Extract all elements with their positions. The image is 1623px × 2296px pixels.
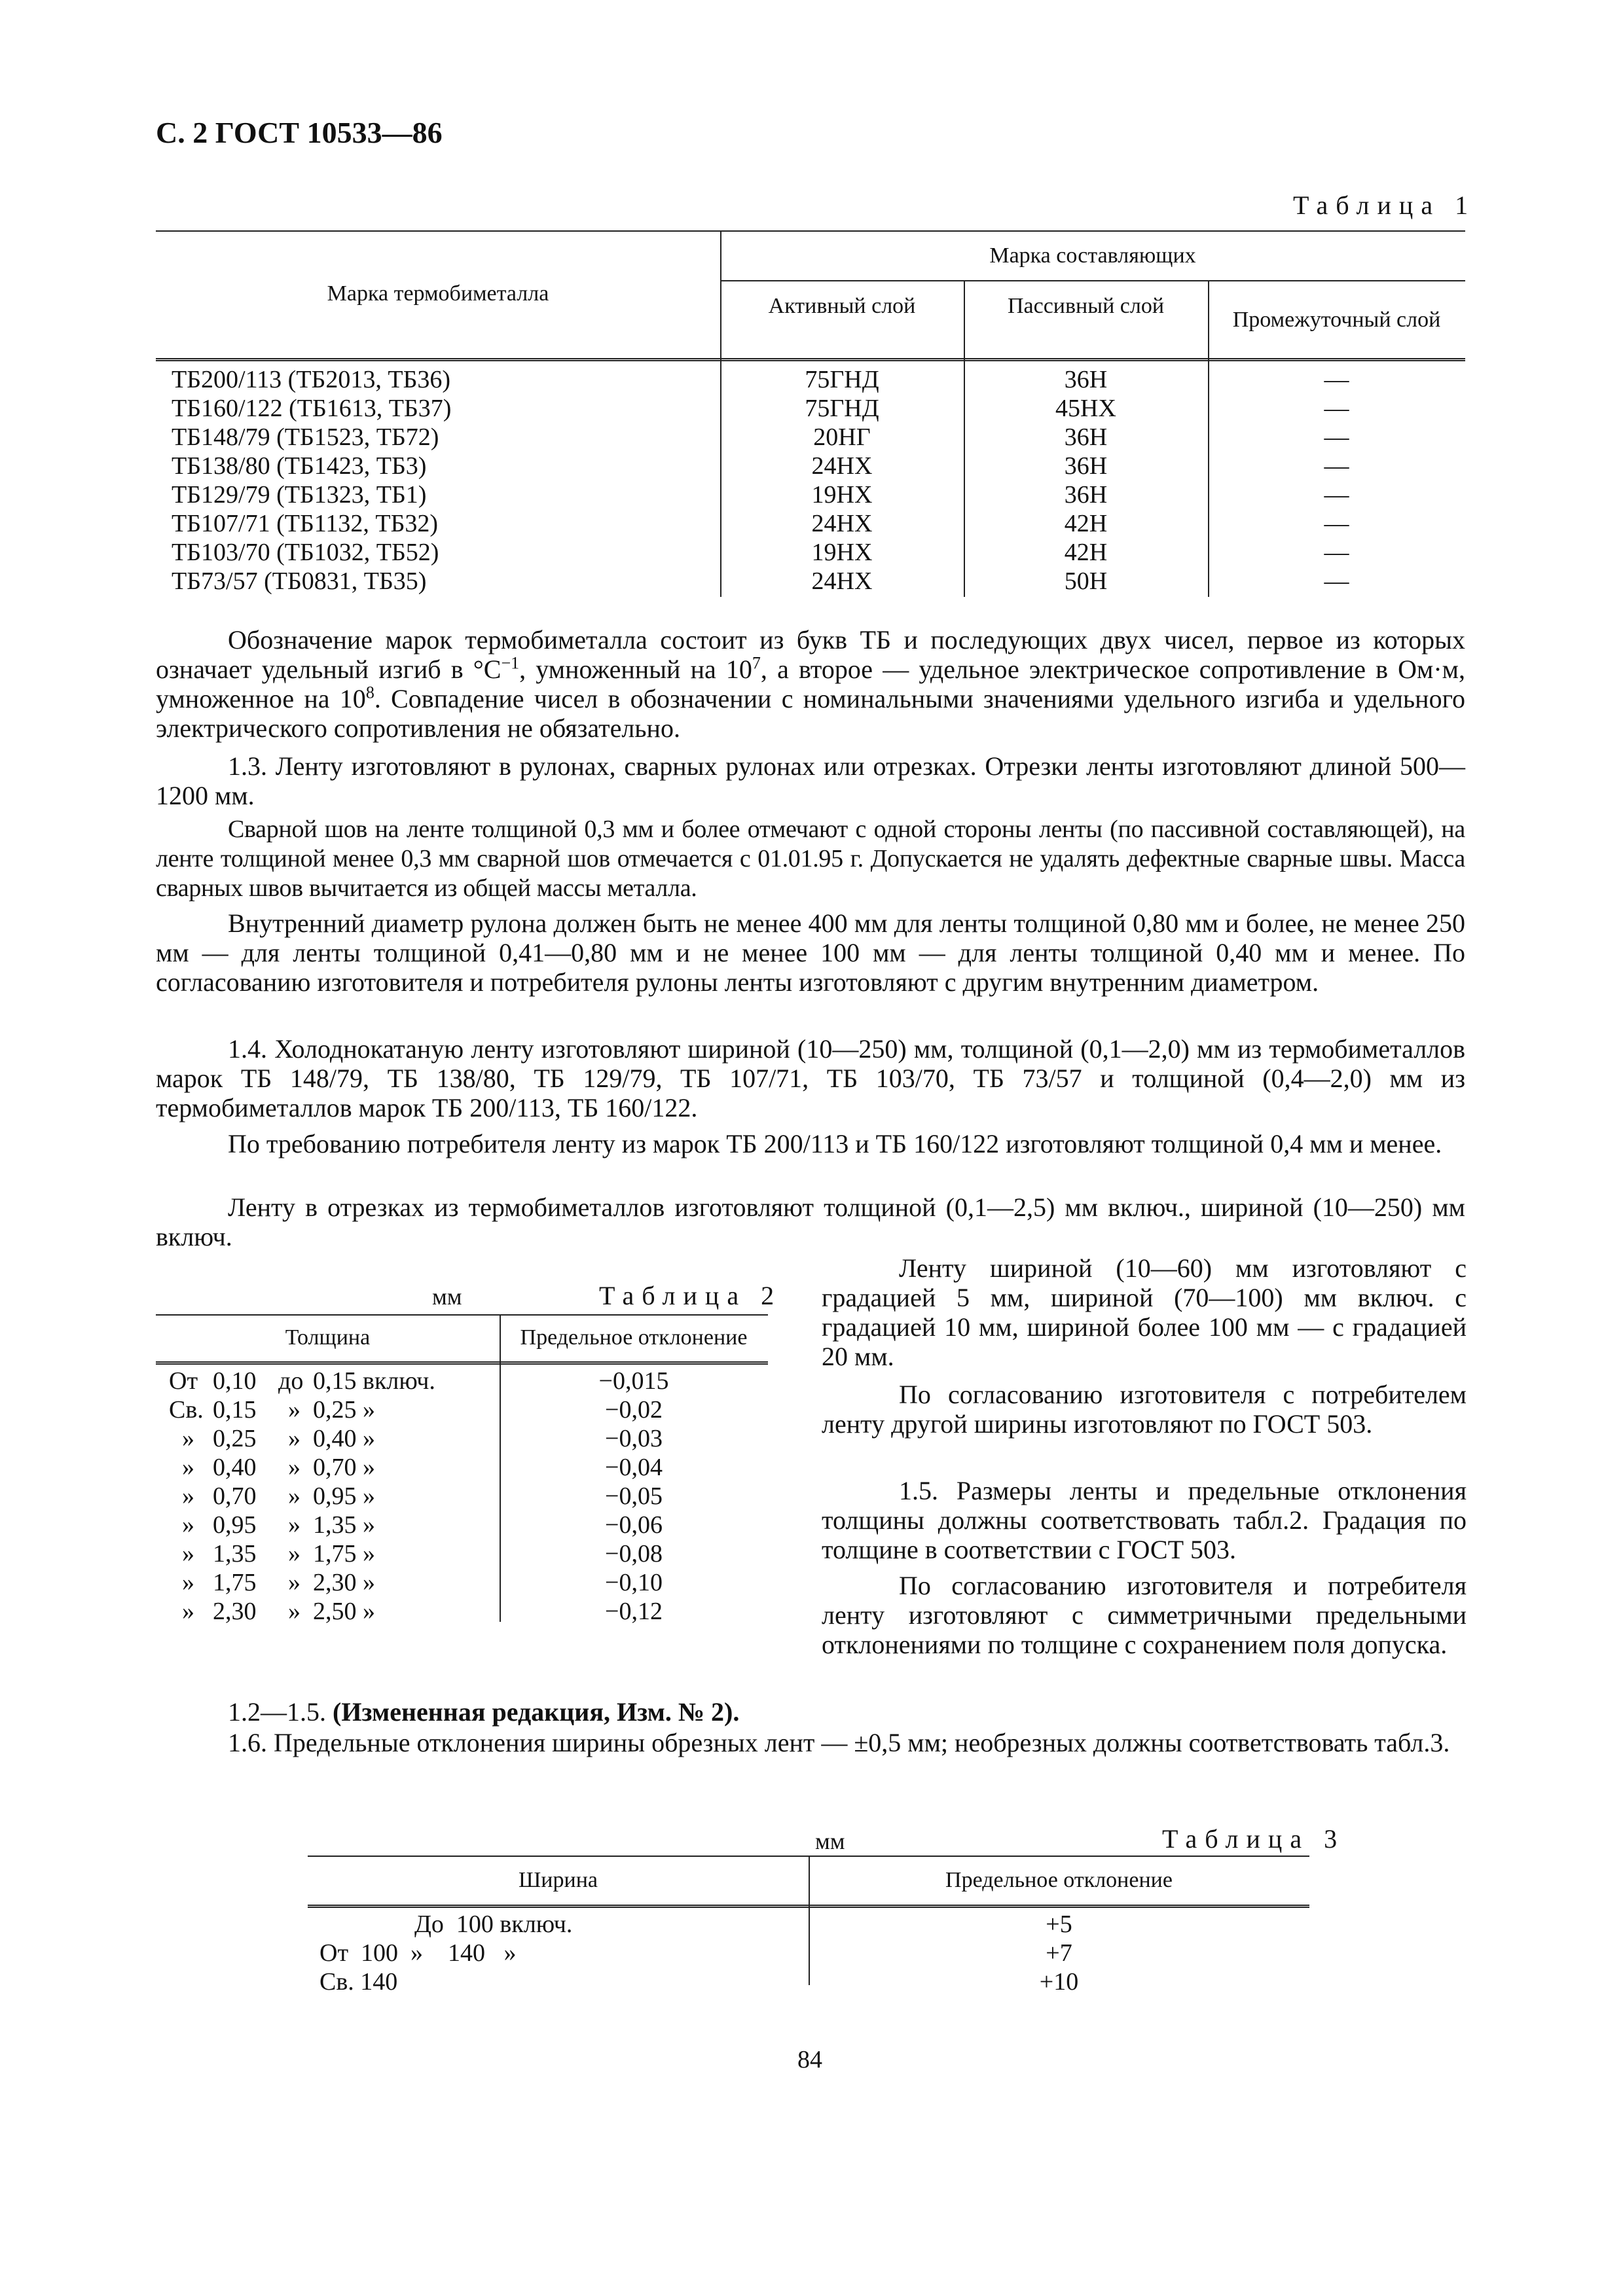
range-mid: »: [288, 1598, 301, 1625]
table-row: [0, 394, 1623, 423]
active-cell: 24НХ: [811, 452, 873, 480]
table-row: [0, 1568, 786, 1597]
mid-cell: —: [1324, 395, 1349, 422]
range-mid: »: [288, 1540, 301, 1568]
table-row: [0, 1967, 1375, 1996]
mid-cell: —: [1324, 366, 1349, 393]
table2-col-deviation: Предельное отклонение: [520, 1325, 748, 1350]
range-mid: до: [278, 1367, 304, 1395]
paragraph-1-5: 1.5. Размеры ленты и предельные отклонения толщины должны соответствовать табл.2. Градация по толщине в соответствии с ГОСТ 503.: [822, 1476, 1467, 1564]
deviation-cell: +10: [1039, 1968, 1079, 1996]
range-from: 0,70: [213, 1482, 257, 1510]
mid-cell: —: [1324, 510, 1349, 537]
table-row: [0, 480, 1623, 509]
width-cell: От 100 » 140 »: [319, 1939, 517, 1967]
active-cell: 75ГНД: [805, 366, 879, 393]
passive-cell: 36Н: [1064, 423, 1108, 451]
table3-unit: мм: [815, 1828, 845, 1854]
table1-col-active: Активный слой: [768, 294, 916, 318]
range-from: 0,15: [213, 1396, 257, 1424]
table1-group-rule: [720, 280, 1465, 281]
table1-caption: Таблица 1: [1293, 190, 1476, 220]
range-to: 0,95 »: [313, 1482, 375, 1510]
diameter-paragraph: Внутренний диаметр рулона должен быть не менее 400 мм для ленты толщиной 0,80 мм и более, не менее 250 мм — для ленты толщиной 0,41—0,80 мм и не менее 100 мм — для ленты толщиной 0,40 мм и менее. По согласованию изготовителя и потребителя рулоны ленты изготовляют с другим внутренним диаметром.: [156, 908, 1465, 997]
passive-cell: 42Н: [1064, 539, 1108, 566]
cut-lengths-paragraph: Ленту в отрезках из термобиметаллов изготовляют толщиной (0,1—2,5) мм включ., шириной (10—250) мм включ.: [156, 1193, 1465, 1251]
request-paragraph: По требованию потребителя ленту из марок ТБ 200/113 и ТБ 160/122 изготовляют толщиной 0,4 мм и менее.: [228, 1129, 1442, 1158]
range-to: 1,75 »: [313, 1540, 375, 1568]
table-row: [0, 1939, 1375, 1967]
table3-caption: Таблица 3: [1162, 1824, 1345, 1854]
grade-cell: ТБ160/122 (ТБ1613, ТБ37): [172, 395, 452, 422]
deviation-cell: −0,08: [605, 1540, 663, 1568]
table2-top-rule: [156, 1314, 768, 1316]
mid-cell: —: [1324, 452, 1349, 480]
grade-cell: ТБ148/79 (ТБ1523, ТБ72): [172, 423, 439, 451]
page-header: С. 2 ГОСТ 10533—86: [156, 116, 443, 149]
table-row: [0, 1482, 786, 1511]
deviation-cell: −0,05: [605, 1482, 663, 1510]
range-mid: »: [288, 1425, 301, 1452]
width-gradation-paragraph: Ленту шириной (10—60) мм изготовляют с градацией 5 мм, шириной (70—100) мм включ. с градацией 10 мм, шириной более 100 мм — с градацией 20 мм.: [822, 1253, 1467, 1371]
table3-col-width: Ширина: [519, 1868, 598, 1892]
other-width-paragraph: По согласованию изготовителя с потребителем ленту другой ширины изготовляют по ГОСТ 503.: [822, 1380, 1467, 1439]
range-prefix: »: [182, 1569, 194, 1596]
grade-cell: ТБ73/57 (ТБ0831, ТБ35): [172, 567, 427, 595]
range-prefix: От: [169, 1367, 198, 1395]
page-number: 84: [797, 2046, 822, 2073]
deviation-cell: −0,03: [605, 1425, 663, 1452]
range-prefix: »: [182, 1511, 194, 1539]
table2-header-rule: [156, 1361, 768, 1365]
table-row: [0, 1453, 786, 1482]
range-from: 1,75: [213, 1569, 257, 1596]
passive-cell: 50Н: [1064, 567, 1108, 595]
table-row: [0, 452, 1623, 480]
deviation-cell: −0,015: [598, 1367, 669, 1395]
active-cell: 24НХ: [811, 510, 873, 537]
range-to: 0,70 »: [313, 1454, 375, 1481]
active-cell: 24НХ: [811, 567, 873, 595]
deviation-cell: +7: [1046, 1939, 1072, 1967]
table-row: [0, 567, 1623, 596]
range-from: 0,95: [213, 1511, 257, 1539]
range-mid: »: [288, 1482, 301, 1510]
table-row: [0, 1424, 786, 1453]
range-mid: »: [288, 1569, 301, 1596]
table1-col-mid: Промежуточный слой: [1232, 308, 1441, 332]
range-prefix: »: [182, 1454, 194, 1481]
weld-paragraph: Сварной шов на ленте толщиной 0,3 мм и более отмечают с одной стороны ленты (по пассивной составляющей), на ленте толщиной менее 0,3 мм сварной шов отмечается с 01.01.95 г. Допускается не удалять дефектные сварные швы. Масса сварных швов вычитается из общей массы металла.: [156, 816, 1465, 902]
designation-paragraph: Обозначение марок термобиметалла состоит из букв ТБ и последующих двух чисел, первое из которых означает удельный изгиб в $^\circ С^{-1}$, умноженный на $10^7$, а второе — удельное электрическое сопротивление в Ом·м, умноженное на $10^8$. Совпадение чисел в обозначении с номинальными значениями удельного изгиба и удельного электрического сопротивления не обязательно.: [156, 625, 1465, 743]
range-to: 2,50 »: [313, 1598, 375, 1625]
table-row: [0, 1367, 786, 1395]
range-to: 0,25 »: [313, 1396, 375, 1424]
table2-unit: мм: [432, 1283, 462, 1310]
deviation-cell: −0,12: [605, 1598, 663, 1625]
range-to: 0,40 »: [313, 1425, 375, 1452]
active-cell: 19НХ: [811, 539, 873, 566]
table-row: [0, 1910, 1375, 1939]
table1-col-passive: Пассивный слой: [1007, 294, 1165, 318]
range-mid: »: [288, 1511, 301, 1539]
range-from: 2,30: [213, 1598, 257, 1625]
deviation-cell: −0,10: [605, 1569, 663, 1596]
table-row: [0, 365, 1623, 394]
paragraph-1-6: 1.6. Предельные отклонения ширины обрезных лент — ±0,5 мм; необрезных должны соответствовать табл.3.: [228, 1728, 1450, 1757]
range-mid: »: [288, 1396, 301, 1424]
table-row: [0, 1511, 786, 1539]
range-from: 0,40: [213, 1454, 257, 1481]
table3-col-deviation: Предельное отклонение: [945, 1868, 1173, 1892]
range-from: 1,35: [213, 1540, 257, 1568]
range-prefix: »: [182, 1482, 194, 1510]
range-prefix: Св.: [169, 1396, 204, 1424]
grade-cell: ТБ200/113 (ТБ2013, ТБ36): [172, 366, 451, 393]
table-row: [0, 1539, 786, 1568]
range-to: 0,15 включ.: [313, 1367, 435, 1395]
table-row: [0, 538, 1623, 567]
mid-cell: —: [1324, 481, 1349, 509]
table2-col-thickness: Толщина: [285, 1325, 371, 1350]
deviation-cell: +5: [1046, 1910, 1072, 1938]
mid-cell: —: [1324, 539, 1349, 566]
active-cell: 20НГ: [813, 423, 871, 451]
table-row: [0, 1395, 786, 1424]
table1-header-rule: [156, 358, 1465, 361]
range-from: 0,10: [213, 1367, 257, 1395]
passive-cell: 36Н: [1064, 452, 1108, 480]
passive-cell: 45НХ: [1055, 395, 1116, 422]
deviation-cell: −0,02: [605, 1396, 663, 1424]
passive-cell: 36Н: [1064, 481, 1108, 509]
range-from: 0,25: [213, 1425, 257, 1452]
table2-caption: Таблица 2: [599, 1281, 782, 1310]
width-cell: Св. 140: [319, 1968, 398, 1996]
table-row: [0, 1597, 786, 1626]
grade-cell: ТБ138/80 (ТБ1423, ТБ3): [172, 452, 427, 480]
grade-cell: ТБ129/79 (ТБ1323, ТБ1): [172, 481, 427, 509]
range-prefix: »: [182, 1540, 194, 1568]
table1-col-grade: Марка термобиметалла: [327, 281, 549, 306]
mid-cell: —: [1324, 423, 1349, 451]
mid-cell: —: [1324, 567, 1349, 595]
active-cell: 75ГНД: [805, 395, 879, 422]
symmetric-tolerance-paragraph: По согласованию изготовителя и потребителя ленту изготовляют с симметричными предельными отклонениями по толщине с сохранением поля допуска.: [822, 1571, 1467, 1659]
range-prefix: »: [182, 1598, 194, 1625]
active-cell: 19НХ: [811, 481, 873, 509]
passive-cell: 42Н: [1064, 510, 1108, 537]
range-to: 1,35 »: [313, 1511, 375, 1539]
paragraph-1-4: 1.4. Холоднокатаную ленту изготовляют шириной (10—250) мм, толщиной (0,1—2,0) мм из термобиметаллов марок ТБ 148/79, ТБ 138/80, ТБ 129/79, ТБ 107/71, ТБ 103/70, ТБ 73/57 и толщиной (0,4—2,0) мм из термобиметаллов марок ТБ 200/113, ТБ 160/122.: [156, 1034, 1465, 1122]
range-mid: »: [288, 1454, 301, 1481]
amendment-note: 1.2—1.5. (Измененная редакция, Изм. № 2).: [228, 1697, 740, 1727]
deviation-cell: −0,04: [605, 1454, 663, 1481]
table1-top-rule: [156, 230, 1465, 232]
table-row: [0, 423, 1623, 452]
range-prefix: »: [182, 1425, 194, 1452]
width-cell: До 100 включ.: [414, 1910, 573, 1938]
grade-cell: ТБ107/71 (ТБ1132, ТБ32): [172, 510, 439, 537]
table1-col-group: Марка составляющих: [989, 243, 1196, 268]
passive-cell: 36Н: [1064, 366, 1108, 393]
range-to: 2,30 »: [313, 1569, 375, 1596]
paragraph-1-3: 1.3. Ленту изготовляют в рулонах, сварных рулонах или отрезках. Отрезки ленты изготовляют длиной 500—1200 мм.: [156, 751, 1465, 810]
deviation-cell: −0,06: [605, 1511, 663, 1539]
grade-cell: ТБ103/70 (ТБ1032, ТБ52): [172, 539, 439, 566]
table-row: [0, 509, 1623, 538]
